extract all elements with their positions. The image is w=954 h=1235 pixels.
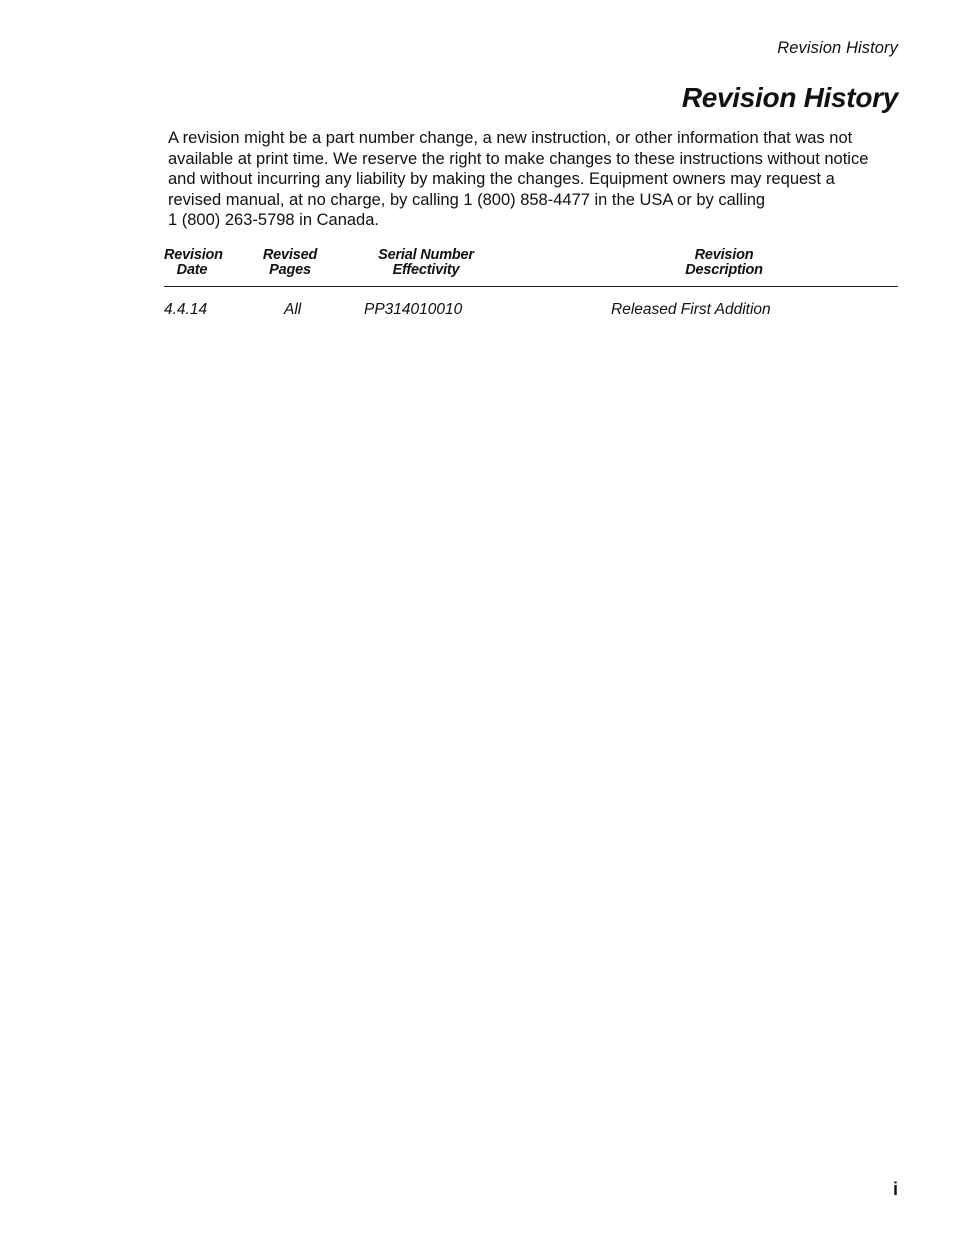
header-revision-date: Revision Date — [164, 247, 223, 278]
cell-revision-description: Released First Addition — [611, 301, 771, 318]
intro-line: and without incurring any liability by making the changes. Equipment owners may request a — [168, 170, 835, 188]
header-revision-description: Revision Description — [685, 247, 763, 278]
table-row — [164, 287, 898, 323]
table-header-row — [164, 246, 898, 287]
running-header: Revision History — [777, 39, 898, 57]
intro-line: A revision might be a part number change, a new instruction, or other information that was not — [168, 129, 853, 147]
revision-table — [164, 246, 898, 323]
intro-paragraph — [168, 128, 898, 231]
intro-line: available at print time. We reserve the right to make changes to these instructions without notice — [168, 149, 869, 168]
intro-line: revised manual, at no charge, by calling 1 (800) 858-4477 in the USA or by calling — [168, 190, 766, 209]
intro-line: 1 (800) 263-5798 in Canada. — [168, 211, 379, 229]
cell-revised-pages: All — [284, 301, 302, 318]
header-serial-effectivity: Serial Number Effectivity — [378, 247, 474, 278]
page-number: i — [892, 1179, 898, 1199]
page-title: Revision History — [681, 82, 898, 113]
cell-revision-date: 4.4.14 — [164, 301, 208, 318]
cell-serial-number: PP314010010 — [364, 301, 463, 318]
header-revised-pages: Revised Pages — [262, 247, 318, 278]
